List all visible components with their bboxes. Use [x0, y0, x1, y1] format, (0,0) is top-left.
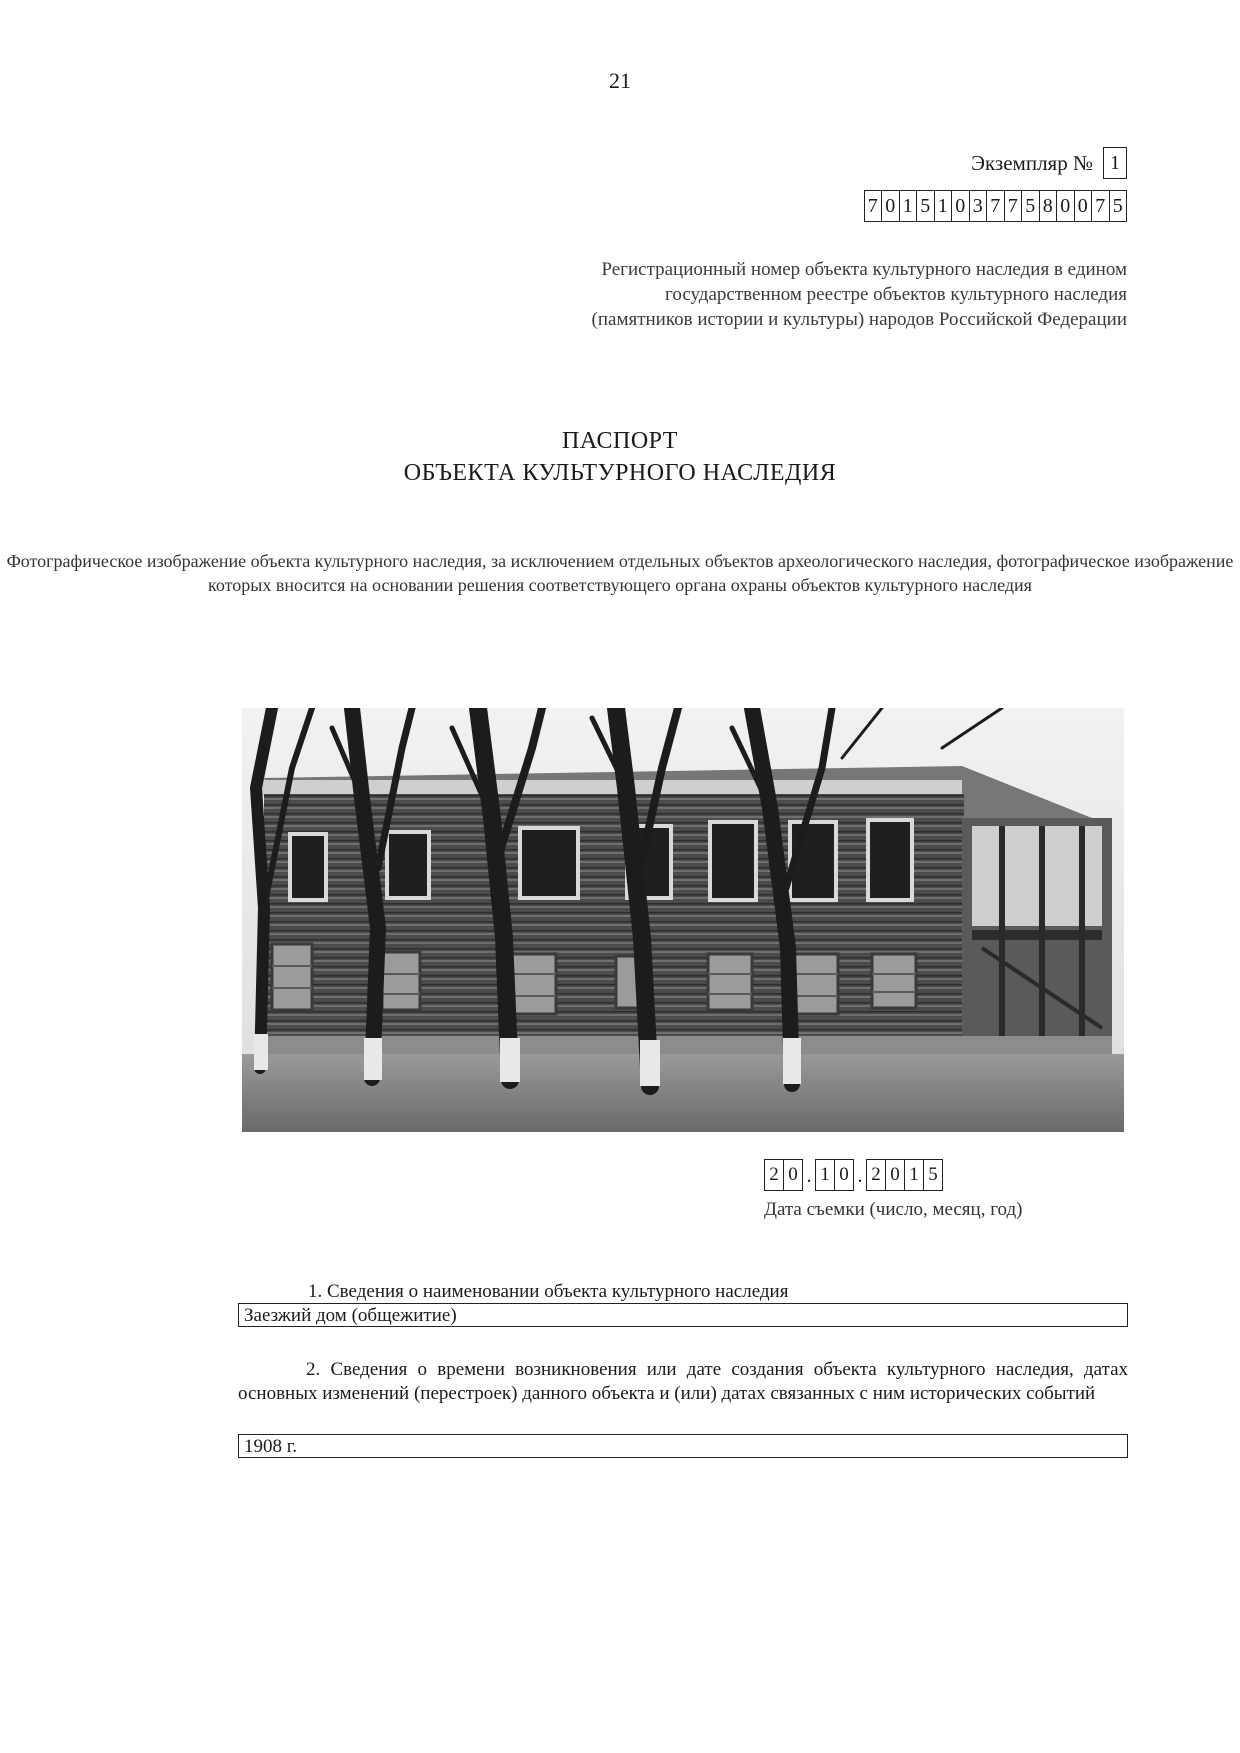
reg-digit: 5	[1021, 190, 1039, 222]
reg-digit: 0	[881, 190, 899, 222]
reg-digit: 7	[986, 190, 1004, 222]
date-day	[764, 1159, 803, 1191]
copy-label: Экземпляр №	[971, 150, 1093, 175]
reg-digit: 1	[934, 190, 952, 222]
reg-digit: 0	[1056, 190, 1074, 222]
date-digit: 5	[923, 1159, 943, 1191]
date-digit: 0	[834, 1159, 854, 1191]
reg-digit: 1	[899, 190, 917, 222]
date-digit: 2	[764, 1159, 783, 1191]
title-line-2: ОБЪЕКТА КУЛЬТУРНОГО НАСЛЕДИЯ	[403, 460, 837, 486]
date-separator: .	[857, 1165, 863, 1187]
reg-digit: 5	[1109, 190, 1128, 222]
registration-number	[864, 190, 1128, 222]
copy-number-box: 1	[1103, 147, 1127, 179]
date-digit: 0	[885, 1159, 904, 1191]
title-line-1: ПАСПОРТ	[562, 428, 678, 454]
reg-digit: 3	[969, 190, 987, 222]
section1-heading: 1. Сведения о наименовании объекта культурного наследия	[308, 1281, 789, 1302]
reg-digit: 7	[1091, 190, 1109, 222]
reg-digit: 0	[951, 190, 969, 222]
reg-digit: 8	[1039, 190, 1057, 222]
date-digit: 1	[815, 1159, 834, 1191]
date-digit: 1	[904, 1159, 923, 1191]
date-digit: 0	[783, 1159, 803, 1191]
registration-caption: Регистрационный номер объекта культурного наследия в едином государственном реестре объектов культурного наследия (памятников истории и культуры) народов Российской Федерации	[591, 259, 1127, 330]
date-digit: 2	[866, 1159, 885, 1191]
date-month	[815, 1159, 854, 1191]
page-number: 21	[609, 68, 631, 93]
copy-number-row	[971, 147, 1127, 179]
reg-digit: 5	[916, 190, 934, 222]
date-separator: .	[806, 1165, 812, 1187]
building-photo	[242, 708, 1124, 1132]
shooting-date	[764, 1159, 943, 1191]
date-caption: Дата съемки (число, месяц, год)	[764, 1199, 1023, 1220]
reg-digit: 0	[1074, 190, 1092, 222]
reg-digit: 7	[1004, 190, 1022, 222]
document-title	[0, 425, 1240, 489]
reg-digit: 7	[864, 190, 882, 222]
section2-heading: 2. Сведения о времени возникновения или дате создания объекта культурного наследия, датах основных изменений (перестроек) данного объекта и (или) датах связанных с ним исторических событий	[238, 1359, 1128, 1404]
object-name-field: Заезжий дом (общежитие)	[238, 1303, 1128, 1327]
photo-caption: Фотографическое изображение объекта культурного наследия, за исключением отдельных объектов археологического наследия, фотографическое изображение которых вносится на основании решения соответствующего органа охраны объектов культурного наследия	[6, 551, 1234, 595]
creation-date-field: 1908 г.	[238, 1434, 1128, 1458]
date-year	[866, 1159, 943, 1191]
